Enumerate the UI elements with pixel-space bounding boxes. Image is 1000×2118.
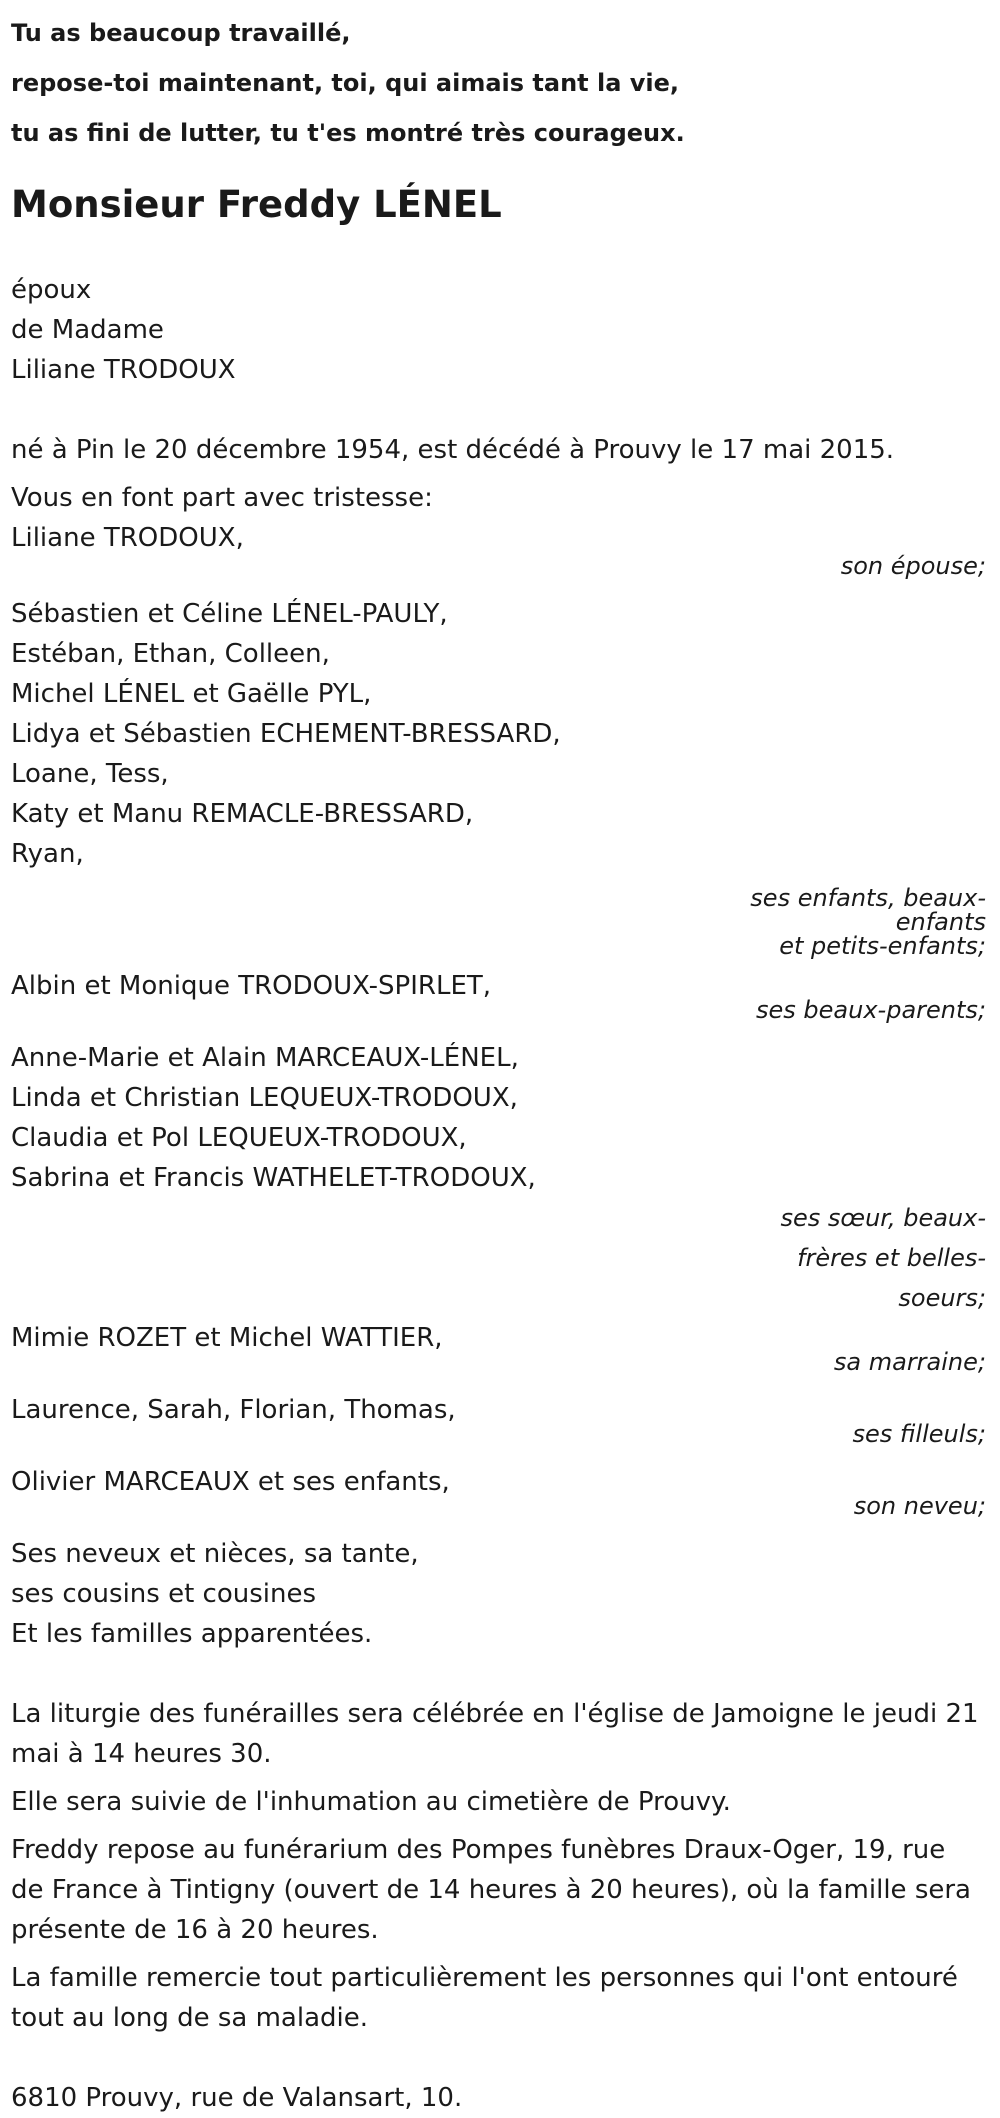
- family-role-block: [11, 1198, 986, 1318]
- family-name-line: Ryan,: [11, 839, 84, 869]
- family-name-line: Katy et Manu REMACLE-BRESSARD,: [11, 799, 474, 829]
- family-group-in-laws: [11, 966, 986, 1030]
- family-name-line: Loane, Tess,: [11, 759, 169, 789]
- funeral-paragraph: Freddy repose au funérarium des Pompes funèbres Draux-Oger, 19, rue de France à Tintigny (ouvert de 14 heures à 20 heures), où la famille sera présente de 16 à 20 heures.: [11, 1835, 971, 1945]
- extended-family: [11, 1534, 986, 1654]
- family-name-line: Sébastien et Céline LÉNEL-PAULY,: [11, 599, 448, 629]
- family-group-nephew: [11, 1462, 986, 1526]
- extended-family-line: Ses neveux et nièces, sa tante,: [11, 1539, 419, 1569]
- family-group-godmother: [11, 1318, 986, 1382]
- poem-line: repose-toi maintenant, toi, qui aimais tant la vie,: [11, 69, 680, 97]
- family-group-siblings: [11, 1038, 986, 1318]
- family-group-children: [11, 594, 986, 958]
- family-name-line: Liliane TRODOUX,: [11, 523, 244, 553]
- family-name-line: Michel LÉNEL et Gaëlle PYL,: [11, 679, 372, 709]
- family-role-block: [11, 878, 986, 958]
- poem-line: tu as fini de lutter, tu t'es montré très courageux.: [11, 119, 685, 147]
- funeral-paragraph: La liturgie des funérailles sera célébrée en l'église de Jamoigne le jeudi 21 mai à 14 heures 30.: [11, 1699, 979, 1769]
- obituary-content: [11, 0, 986, 2118]
- family-role: ses beaux-parents;: [756, 996, 986, 1024]
- family-role-line: ses sœur, beaux-: [780, 1204, 986, 1232]
- funeral-info: [11, 1694, 986, 2038]
- deceased-name: Monsieur Freddy LÉNEL: [11, 183, 502, 226]
- extended-family-line: ses cousins et cousines: [11, 1579, 317, 1609]
- family-role-line: et petits-enfants;: [779, 932, 986, 960]
- family-name-line: Linda et Christian LEQUEUX-TRODOUX,: [11, 1083, 518, 1113]
- extended-family-line: Et les familles apparentées.: [11, 1619, 373, 1649]
- family-name-line: Estéban, Ethan, Colleen,: [11, 639, 330, 669]
- family-role: sa marraine;: [833, 1348, 986, 1376]
- funeral-paragraph: Elle sera suivie de l'inhumation au cimetière de Prouvy.: [11, 1787, 731, 1817]
- family-name-line: Sabrina et Francis WATHELET-TRODOUX,: [11, 1163, 536, 1193]
- family-name-line: Claudia et Pol LEQUEUX-TRODOUX,: [11, 1123, 467, 1153]
- family-name-line: Olivier MARCEAUX et ses enfants,: [11, 1467, 450, 1497]
- birth-death: né à Pin le 20 décembre 1954, est décédé à Prouvy le 17 mai 2015.: [11, 435, 895, 465]
- family-role-line: ses enfants, beaux-: [750, 884, 986, 912]
- poem: [11, 0, 986, 158]
- spouse-line: Liliane TRODOUX: [11, 355, 236, 385]
- family-group-godchildren: [11, 1390, 986, 1454]
- obituary-body: [11, 230, 986, 2118]
- family-address: 6810 Prouvy, rue de Valansart, 10.: [11, 2083, 463, 2113]
- family-role-line: soeurs;: [898, 1284, 986, 1312]
- spouse-line: époux: [11, 275, 92, 305]
- family-role-line: enfants: [895, 908, 986, 936]
- family-name-line: Mimie ROZET et Michel WATTIER,: [11, 1323, 443, 1353]
- family-name-line: Laurence, Sarah, Florian, Thomas,: [11, 1395, 456, 1425]
- family-role-line: frères et belles-: [797, 1244, 986, 1272]
- family-role: son neveu;: [853, 1492, 986, 1520]
- family-name-line: Lidya et Sébastien ECHEMENT-BRESSARD,: [11, 719, 561, 749]
- announcement-intro: Vous en font part avec tristesse:: [11, 483, 433, 513]
- spouse-line: de Madame: [11, 315, 164, 345]
- funeral-paragraph: La famille remercie tout particulièrement les personnes qui l'ont entouré tout au long de sa maladie.: [11, 1963, 958, 2033]
- family-role: ses filleuls;: [852, 1420, 986, 1448]
- poem-line: Tu as beaucoup travaillé,: [11, 19, 351, 47]
- family-group-spouse: [11, 518, 986, 586]
- family-role: son épouse;: [840, 552, 986, 580]
- family-name-line: Anne-Marie et Alain MARCEAUX-LÉNEL,: [11, 1043, 519, 1073]
- spouse-lines: [11, 270, 986, 390]
- family-name-line: Albin et Monique TRODOUX-SPIRLET,: [11, 971, 492, 1001]
